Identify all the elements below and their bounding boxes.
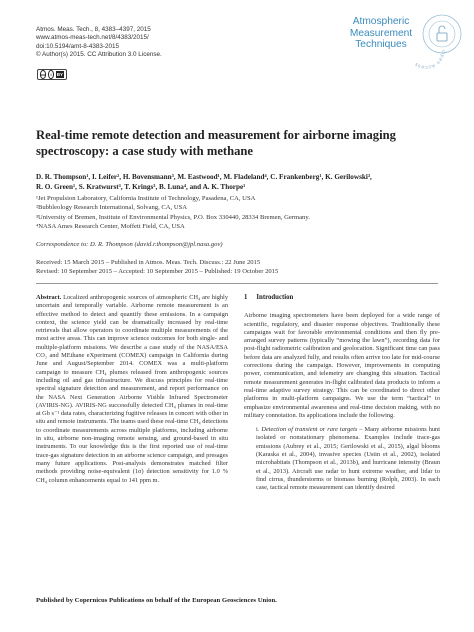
received-date: Received: 15 March 2015 – Published in Atmos. Meas. Tech. Discuss.: 22 June 2015 <box>36 259 261 266</box>
header-divider <box>36 283 438 284</box>
title-line: spectroscopy: a case study with methane <box>36 144 253 158</box>
journal-url[interactable]: www.atmos-meas-tech.net/8/4383/2015/ <box>36 34 149 42</box>
title-line: Real-time remote detection and measurement for airborne imaging <box>36 128 396 142</box>
cc-by-label: BY <box>56 72 63 77</box>
affiliation: ¹Jet Propulsion Laboratory, California Institute of Technology, Pasadena, CA, USA <box>36 195 256 202</box>
license-line: © Author(s) 2015. CC Attribution 3.0 License. <box>36 51 162 59</box>
doi[interactable]: doi:10.5194/amt-8-4383-2015 <box>36 42 119 50</box>
cc-license-badge[interactable] <box>37 69 67 80</box>
section-heading <box>244 294 440 302</box>
correspondence: Correspondence to: D. R. Thompson (david.r.thompson@jpl.nasa.gov) <box>36 241 223 248</box>
journal-name: Atmospheric Measurement Techniques <box>349 16 413 51</box>
section-number: 1 <box>244 294 248 301</box>
affiliation-list <box>36 194 446 231</box>
list-marker: i. <box>256 426 260 434</box>
intro-paragraph: Airborne imaging spectrometers have been deployed for a wide range of scientific, regulatory, and disaster response objectives. Traditionally these campaigns wait for favorable environmental conditions and then fly pre-arranged survey patterns (typically “mowing the lawn”), recording data for post-flight radiometric calibration and geolocation. Significant time can pass before data are analyzed fully, and results often arrive too late for mid-course corrections during the campaign. However, improvements in computing power, communication, and telemetry are changing this situation. Tactical remote measurement generates in-flight calibrated data products to inform a real-time adaptive survey strategy. This can be coordinated to direct other platforms in multi-platform campaigns. We use the term “tactical” to emphasize environmental awareness and real-time decision making, with no military connotation. Its applications include the following. <box>244 312 440 419</box>
section-title: Introduction <box>256 294 294 301</box>
affiliation: ³University of Bremen, Institute of Environmental Physics, P.O. Box 330440, 28334 Bremen, Germany. <box>36 213 310 221</box>
publication-dates <box>36 258 278 277</box>
abstract <box>36 294 228 485</box>
publisher-footer: Published by Copernicus Publications on behalf of the European Geosciences Union. <box>36 597 277 604</box>
introduction-column <box>244 294 440 493</box>
list-item-text: – Many airborne missions hunt isolated or nonstationary phenomena. Examples include trace-gas emissions (Aubrey et al., 2015; Gerilowski et al., 2015), algal blooms (Karaska et al., 2004), invasive species (Ustin et al., 2002), isolated microhabitats (Thompson et al., 2013b), and hurricane intensity (Braun et al., 2013). Aircraft use radar to hunt extreme weather, and lidar to find cirrus, thunderstorms or biomass burning (Rolph, 2003). In each case, tactical remote measurement can identify desired <box>256 426 440 492</box>
abstract-label: Abstract. <box>36 294 62 301</box>
affiliation: ⁴NASA Ames Research Center, Moffett Field, CA, USA <box>36 222 185 230</box>
affiliation: ²Bubbleology Research International, Solvang, CA, USA <box>36 204 188 212</box>
journal-logo <box>330 8 462 72</box>
list-item <box>244 426 440 492</box>
svg-text:Open Access <box>413 50 446 70</box>
citation-line: Atmos. Meas. Tech., 8, 4383–4397, 2015 <box>36 26 151 33</box>
open-access-text: Open Access <box>413 49 447 70</box>
abstract-column <box>36 294 228 485</box>
journal-citation <box>36 26 286 60</box>
attribution-icon: i <box>48 70 53 79</box>
author-list <box>36 172 446 193</box>
open-lock-icon <box>437 26 447 41</box>
author-line: R. O. Green¹, S. Kratwurst³, T. Krings³, B. Luna⁴, and A. K. Thorpe¹ <box>36 183 246 192</box>
paper-title <box>36 127 436 159</box>
cc-icon: cc <box>41 72 46 77</box>
revised-date: Revised: 10 September 2015 – Accepted: 10 September 2015 – Published: 19 October 2015 <box>36 268 279 276</box>
author-line: D. R. Thompson¹, I. Leifer², H. Bovensmann³, M. Eastwood¹, M. Fladeland⁴, C. Frankenberg¹, K. Gerilowski³, <box>36 173 372 181</box>
list-item-label: Detection of transient or rare targets <box>261 426 358 434</box>
open-access-ring-icon <box>330 8 462 72</box>
abstract-text: Localized anthropogenic sources of atmospheric CH₄ are highly uncertain and temporally variable. Airborne remote measurement is an effective method to detect and quantify these emissions. In a campaign context, the science yield can be dramatically increased by real-time retrievals that allow operators to coordinate multiple measurements of the most active areas. This can improve science outcomes for both single- and multiple-platform missions. We describe a case study of the NASA/ESA CO₂ and MEthane eXperiment (COMEX) campaign in California during June and August/September 2014. COMEX was a multi-platform campaign to measure CH₄ plumes released from anthropogenic sources including oil and gas infrastructure. We discuss principles for real-time spectral signature detection and measurement, and report performance on the NASA Next Generation Airborne Visible Infrared Spectrometer (AVIRIS-NG). AVIRIS-NG successfully detected CH₄ plumes in real-time at Gb s⁻¹ data rates, characterizing fugitive releases in concert with other in situ and remote instruments. The teams used these real-time CH₄ detections to coordinate measurements across multiple platforms, including airborne in situ, airborne non-imaging remote sensing, and ground-based in situ instruments. To our knowledge this is the first reported use of real-time trace-gas signature detection in an airborne science campaign, and presages many future applications. Post-analysis demonstrates matched filter methods providing noise-equivalent (1σ) detection sensitivity for 1.0 % CH₄ column enhancements equal to 141 ppm m. <box>36 294 228 484</box>
